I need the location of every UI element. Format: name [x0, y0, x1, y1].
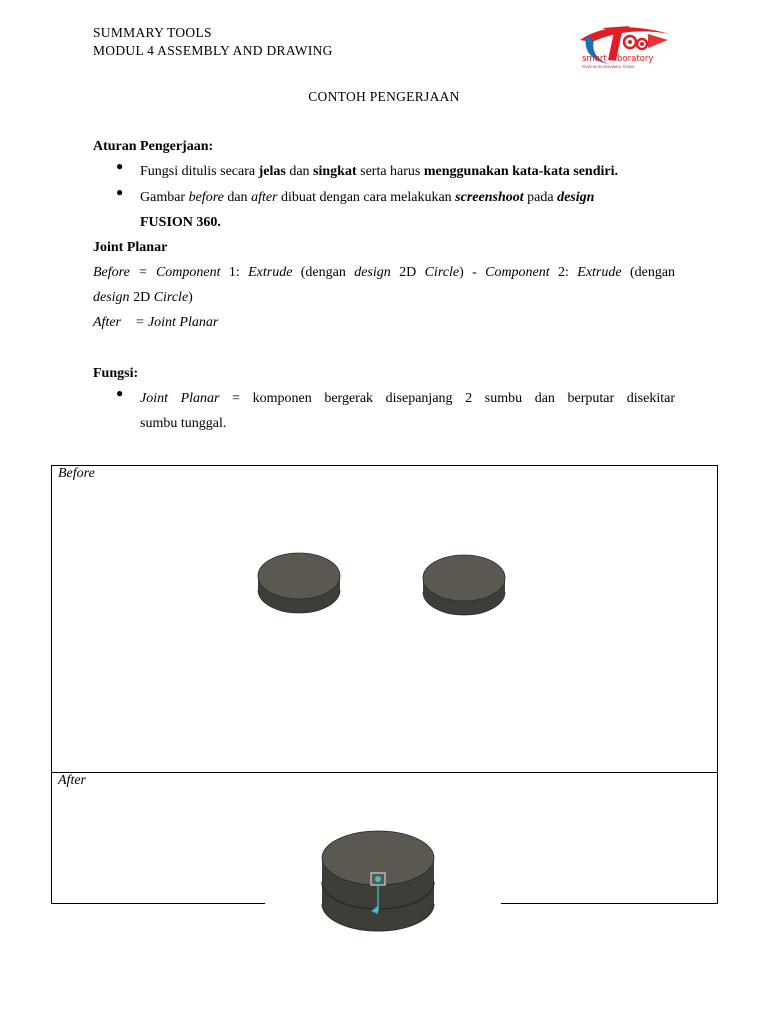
after-joint-planar-image: [315, 818, 440, 934]
bullet-icon: ●: [116, 159, 124, 173]
svg-text:PRAKTIKUM MEKANIKA TEKNIK: PRAKTIKUM MEKANIKA TEKNIK: [582, 65, 635, 69]
joint-after-line: After = Joint Planar: [93, 315, 219, 330]
rules-heading: Aturan Pengerjaan:: [93, 139, 214, 154]
rule-item-2-line-2: FUSION 360.: [140, 215, 221, 230]
header-line-2: MODUL 4 ASSEMBLY AND DRAWING: [93, 43, 333, 58]
fungsi-item-line-2: sumbu tunggal.: [140, 416, 227, 431]
fungsi-item-line-1: Joint Planar = komponen bergerak disepanjang 2 sumbu dan berputar disekitar: [140, 391, 675, 406]
svg-text:smart laboratory: smart laboratory: [582, 54, 654, 64]
after-label: After: [58, 773, 86, 788]
component-2-disc: [423, 555, 505, 615]
fungsi-heading: Fungsi:: [93, 366, 139, 381]
before-components-image: [252, 546, 522, 626]
joint-before-line: Before = Component 1: Extrude (dengan design 2D Circle) - Component 2: Extrude (dengan: [93, 265, 676, 280]
page-title: CONTOH PENGERJAAN: [308, 89, 460, 104]
joint-heading: Joint Planar: [93, 240, 168, 255]
joint-before-line-2: design 2D Circle): [93, 290, 193, 305]
bullet-icon: ●: [116, 386, 124, 400]
rule-item-1: Fungsi ditulis secara jelas dan singkat serta harus menggunakan kata-kata sendiri.: [140, 164, 618, 179]
rule-item-2: Gambar before dan after dibuat dengan cara melakukan screenshoot pada design: [140, 190, 595, 205]
component-1-disc: [258, 553, 340, 613]
smart-laboratory-logo: [572, 20, 677, 72]
bullet-icon: ●: [116, 185, 124, 199]
before-figure-frame: [51, 465, 718, 773]
before-label: Before: [58, 466, 95, 481]
header-line-1: SUMMARY TOOLS: [93, 25, 212, 40]
